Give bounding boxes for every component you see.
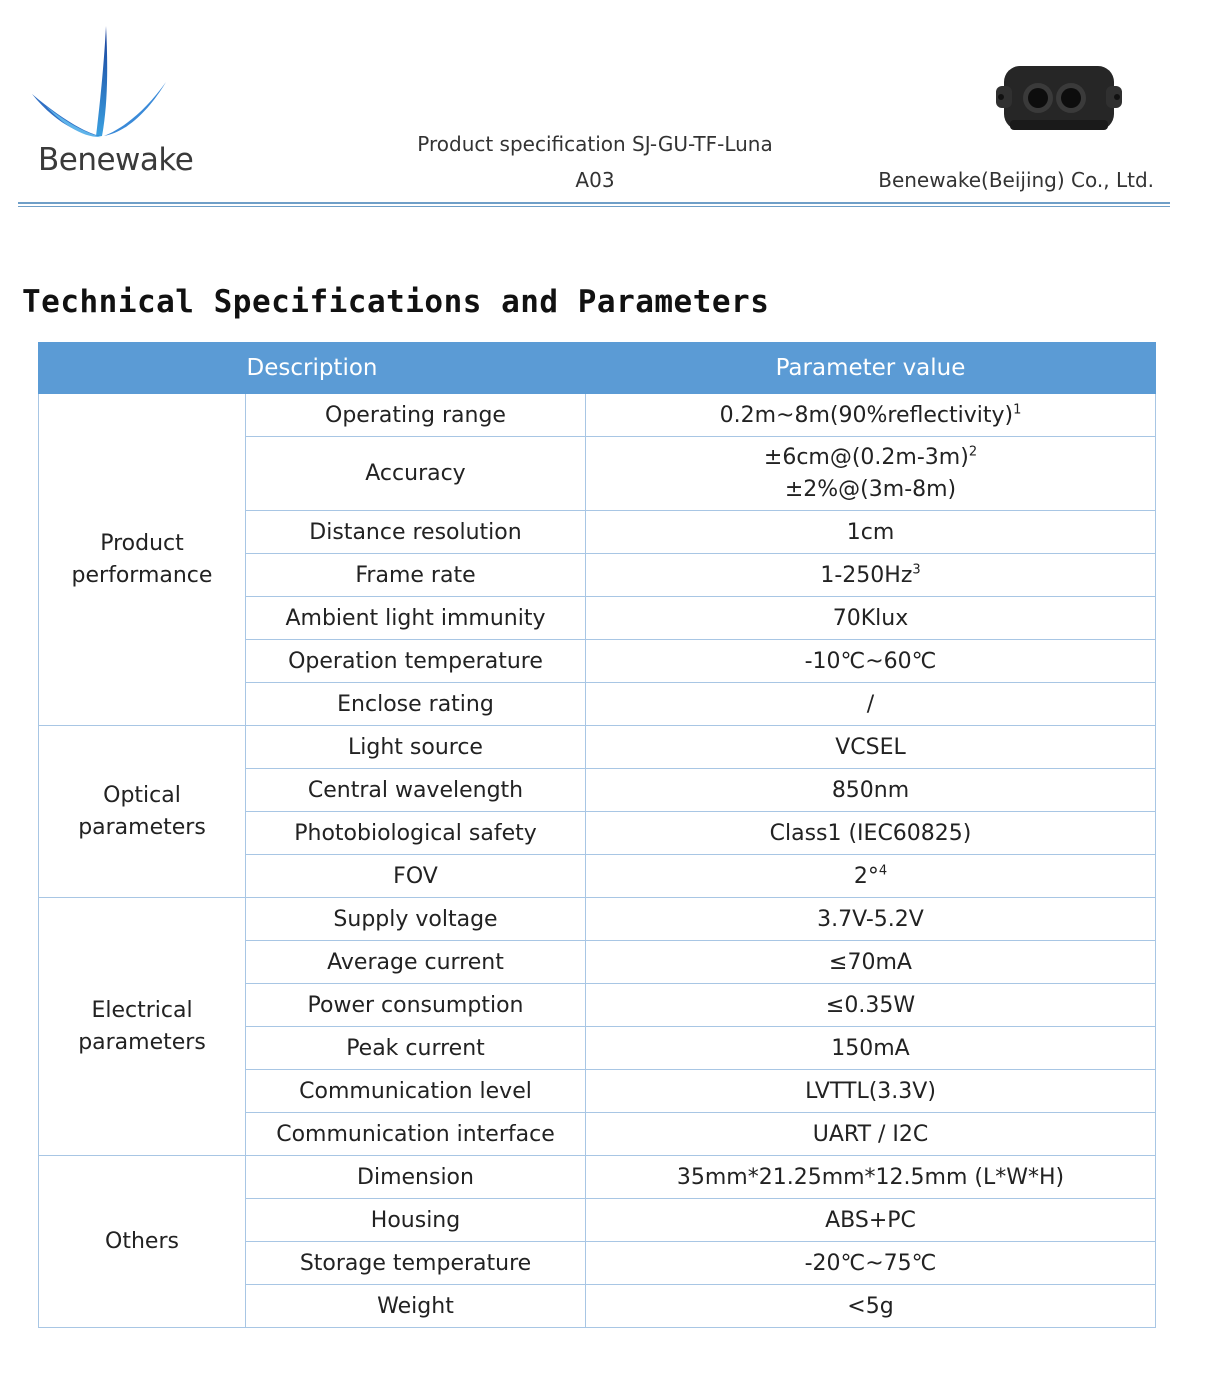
category-label: Others [105, 1228, 179, 1254]
footnote-marker: 3 [912, 562, 921, 578]
category-cell [39, 726, 246, 898]
header-divider [18, 202, 1170, 204]
parameter-value [586, 394, 1156, 437]
header-divider-thin [18, 206, 1170, 207]
header-parameter-value: Parameter value [586, 343, 1156, 394]
parameter-label: Ambient light immunity [246, 597, 586, 640]
company-name: Benewake(Beijing) Co., Ltd. [878, 168, 1154, 192]
logo-text: Benewake [38, 142, 194, 178]
parameter-value [586, 683, 1156, 726]
section-title: Technical Specifications and Parameters [22, 284, 770, 320]
parameter-value [586, 898, 1156, 941]
parameter-value [586, 769, 1156, 812]
parameter-value [586, 812, 1156, 855]
parameter-value [586, 984, 1156, 1027]
parameter-label: Frame rate [246, 554, 586, 597]
parameter-label: Peak current [246, 1027, 586, 1070]
value-text: VCSEL [835, 734, 906, 760]
value-text: 35mm*21.25mm*12.5mm (L*W*H) [676, 1164, 1065, 1190]
footnote-marker: 4 [878, 863, 888, 879]
parameter-value [586, 640, 1156, 683]
spec-table [38, 342, 1156, 1328]
parameter-value [586, 1027, 1156, 1070]
value-text: ±6cm@(0.2m-3m) [763, 444, 969, 470]
category-cell [39, 394, 246, 726]
value-text: UART / I2C [812, 1121, 929, 1147]
table-body [39, 394, 1156, 1328]
value-text: 0.2m~8m(90%reflectivity) [719, 402, 1014, 428]
category-cell [39, 898, 246, 1156]
value-text: 850nm [831, 777, 910, 803]
parameter-label: Operating range [246, 394, 586, 437]
value-text: <5g [847, 1293, 894, 1319]
value-text: ≤70mA [829, 949, 912, 975]
value-text: 1-250Hz [820, 562, 913, 588]
footnote-marker: 2 [968, 444, 978, 460]
parameter-value [586, 511, 1156, 554]
parameter-label: Accuracy [246, 437, 586, 511]
table-row [39, 394, 1156, 437]
page-header [0, 0, 1210, 215]
parameter-label: FOV [246, 855, 586, 898]
footnote-marker: 1 [1013, 402, 1022, 418]
value-text: 70Klux [832, 605, 909, 631]
value-text: -10℃~60℃ [804, 648, 937, 674]
value-text: LVTTL(3.3V) [805, 1078, 936, 1104]
parameter-label: Power consumption [246, 984, 586, 1027]
parameter-value [586, 1113, 1156, 1156]
value-text: 150mA [831, 1035, 910, 1061]
parameter-value [586, 554, 1156, 597]
parameter-label: Central wavelength [246, 769, 586, 812]
parameter-label: Distance resolution [246, 511, 586, 554]
spec-title: Product specification SJ-GU-TF-Luna [417, 132, 773, 156]
table-header-row [39, 343, 1156, 394]
table-row [39, 1156, 1156, 1199]
parameter-value [586, 437, 1156, 511]
parameter-label: Operation temperature [246, 640, 586, 683]
parameter-label: Storage temperature [246, 1242, 586, 1285]
parameter-value [586, 597, 1156, 640]
value-text: Class1 (IEC60825) [769, 820, 972, 846]
parameter-label: Communication level [246, 1070, 586, 1113]
parameter-label: Housing [246, 1199, 586, 1242]
value-text: ABS+PC [825, 1207, 916, 1233]
value-text-secondary: ±2%@(3m-8m) [784, 476, 957, 502]
value-text: 1cm [846, 519, 895, 545]
table-row [39, 726, 1156, 769]
parameter-label: Dimension [246, 1156, 586, 1199]
parameter-label: Enclose rating [246, 683, 586, 726]
parameter-value [586, 726, 1156, 769]
parameter-value [586, 855, 1156, 898]
parameter-value [586, 1242, 1156, 1285]
lidar-sensor-image [996, 62, 1122, 136]
category-label: Electrical parameters [78, 997, 206, 1055]
parameter-label: Light source [246, 726, 586, 769]
header-description: Description [39, 343, 586, 394]
parameter-value [586, 1070, 1156, 1113]
parameter-value [586, 1285, 1156, 1328]
benewake-logo-icon [28, 24, 178, 149]
parameter-value [586, 1199, 1156, 1242]
value-text: / [866, 691, 875, 717]
parameter-label: Supply voltage [246, 898, 586, 941]
table-row [39, 898, 1156, 941]
value-text: 2° [853, 863, 879, 889]
spec-revision: A03 [575, 168, 615, 192]
category-label: Product performance [71, 530, 213, 588]
parameter-label: Average current [246, 941, 586, 984]
parameter-label: Photobiological safety [246, 812, 586, 855]
category-cell [39, 1156, 246, 1328]
value-text: 3.7V-5.2V [817, 906, 924, 932]
value-text: ≤0.35W [825, 992, 916, 1018]
value-text: -20℃~75℃ [804, 1250, 937, 1276]
parameter-value [586, 1156, 1156, 1199]
category-label: Optical parameters [78, 782, 206, 840]
parameter-label: Communication interface [246, 1113, 586, 1156]
parameter-value [586, 941, 1156, 984]
parameter-label: Weight [246, 1285, 586, 1328]
